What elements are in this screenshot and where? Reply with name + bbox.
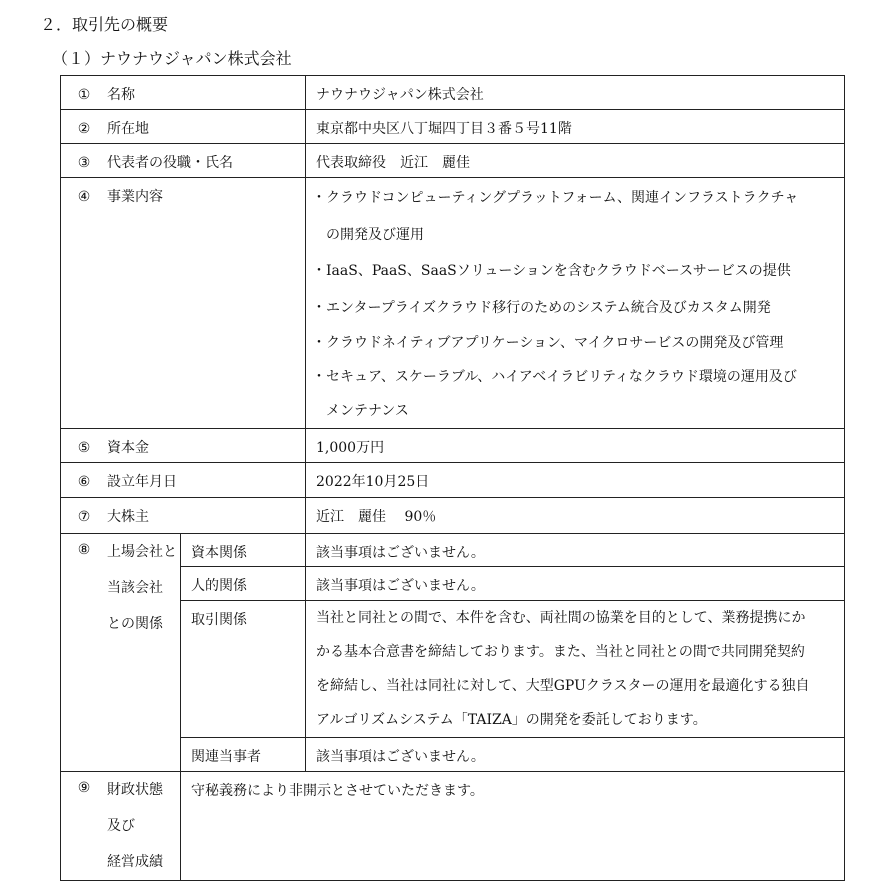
row-value [306, 601, 845, 738]
row-label: 資本金 [107, 440, 149, 456]
business-list [306, 178, 845, 429]
row-number: ⑦ [77, 509, 91, 525]
list-item: ・セキュア、スケーラブル、ハイアベイラビリティなクラウド環境の運用及び [312, 369, 797, 385]
row-number: ⑤ [77, 440, 91, 456]
table-row [61, 76, 845, 110]
row-label: 所在地 [107, 121, 149, 137]
text-line: かる基本合意書を締結しております。また、当社と同社との間で共同開発契約 [316, 644, 805, 660]
list-item: ・エンタープライズクラウド移行のためのシステム統合及びカスタム開発 [312, 299, 771, 316]
row-number: ⑥ [77, 474, 91, 490]
row-label: 及び [107, 818, 135, 834]
table-row [61, 498, 845, 534]
table-row [61, 534, 845, 567]
list-item-continued: メンテナンス [326, 403, 409, 419]
row-value: 1,000万円 [306, 429, 845, 463]
row-value: 該当事項はございません。 [306, 567, 845, 601]
row-value: 守秘義務により非開示とさせていただきます。 [181, 772, 845, 881]
sub-label: 人的関係 [181, 567, 306, 601]
row-number: ② [77, 121, 91, 137]
row-value: 該当事項はございません。 [306, 738, 845, 772]
table-row [61, 772, 845, 881]
row-value: 近江 麗佳 90％ [306, 498, 845, 534]
row-value: ナウナウジャパン株式会社 [306, 76, 845, 110]
financial-label-cell [61, 772, 181, 881]
row-number: ① [77, 87, 91, 103]
row-label: 設立年月日 [107, 474, 177, 490]
sub-label: 関連当事者 [181, 738, 306, 772]
row-number: ⑨ [77, 780, 91, 796]
row-label: との関係 [107, 616, 163, 632]
table-row [61, 463, 845, 498]
row-label: 大株主 [107, 509, 149, 525]
row-label: 財政状態 [107, 782, 163, 798]
text-line: アルゴリズムシステム「TAIZA」の開発を委託しております。 [316, 712, 707, 728]
table-row [61, 110, 845, 144]
company-overview-table [60, 75, 845, 881]
section-title: ２．取引先の概要 [40, 15, 169, 34]
row-label: 経営成績 [107, 854, 163, 870]
row-value: 東京都中央区八丁堀四丁目３番５号11階 [306, 110, 845, 144]
row-label: 名称 [107, 87, 135, 103]
list-item: ・クラウドネイティブアプリケーション、マイクロサービスの開発及び管理 [312, 335, 784, 351]
subsection-title: （１）ナウナウジャパン株式会社 [52, 49, 292, 68]
list-item-continued: の開発及び運用 [326, 226, 424, 243]
relation-label-cell [61, 534, 181, 772]
table-row [61, 144, 845, 178]
sub-label: 取引関係 [181, 601, 306, 738]
text-line: 当社と同社との間で、本件を含む、両社間の協業を目的として、業務提携にか [316, 610, 806, 626]
row-label: 代表者の役職・氏名 [107, 155, 233, 171]
list-item: ・IaaS、PaaS、SaaSソリューションを含むクラウドベースサービスの提供 [312, 263, 791, 279]
row-label: 事業内容 [107, 189, 163, 205]
row-number: ③ [77, 155, 91, 171]
row-value: 該当事項はございません。 [306, 534, 845, 567]
sub-label: 資本関係 [181, 534, 306, 567]
row-value: 2022年10月25日 [306, 463, 845, 498]
text-line: を締結し、当社は同社に対して、大型GPUクラスターの運用を最適化する独自 [316, 678, 810, 694]
row-value: 代表取締役 近江 麗佳 [306, 144, 845, 178]
row-label: 当該会社 [107, 580, 163, 596]
row-number: ④ [77, 189, 91, 205]
row-number: ⑧ [77, 542, 91, 558]
table-row [61, 178, 845, 429]
row-label: 上場会社と [107, 544, 177, 560]
list-item: ・クラウドコンピューティングプラットフォーム、関連インフラストラクチャ [312, 190, 799, 206]
table-row [61, 429, 845, 463]
